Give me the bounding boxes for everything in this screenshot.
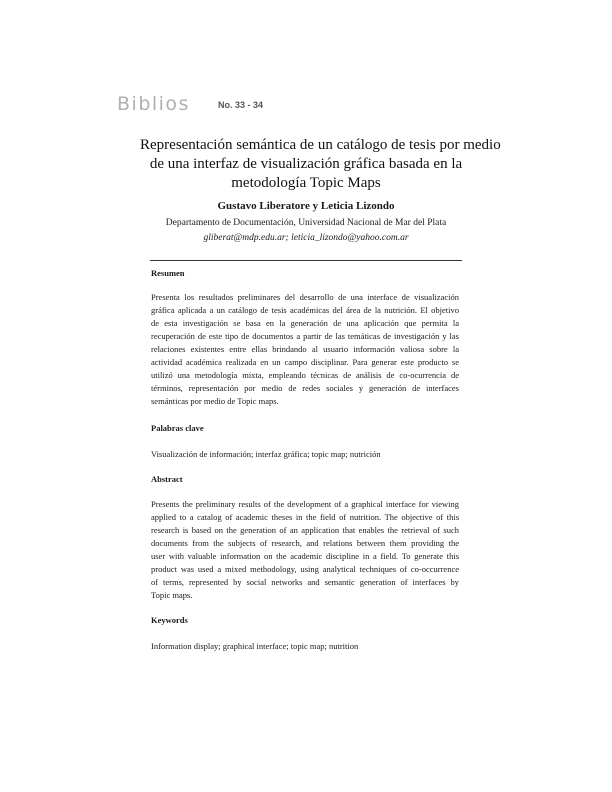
palabras-clave-heading: Palabras clave <box>151 423 204 433</box>
resumen-line: Presenta los resultados preliminares del desarrollo de una interface de visualización <box>151 292 459 302</box>
affiliation: Departamento de Documentación, Universidad Nacional de Mar del Plata <box>165 218 447 228</box>
paper-title <box>140 136 501 193</box>
abstract-line: research is based on the generation of an application that enables the retrieval of such <box>151 525 459 535</box>
abstract-line: user with valuable information on the academic discipline in a field. To generate this <box>151 551 459 561</box>
abstract-heading: Abstract <box>151 474 183 484</box>
journal-header <box>117 93 417 117</box>
abstract-line: documents from the subjects of research, and relations between them providing the <box>151 538 459 548</box>
resumen-line: semánticas por medio de Topic maps. <box>151 396 279 406</box>
abstract-body <box>151 498 459 602</box>
resumen-line: recuperación de este tipo de documentos a partir de las temáticas de investigación y las <box>151 331 459 341</box>
header-divider <box>150 260 462 261</box>
issue-number: No. 33 - 34 <box>218 100 264 110</box>
resumen-body <box>151 291 459 408</box>
resumen-line: utilizó una metodología mixta, empleando técnicas de análisis de co-ocurrencia de <box>151 370 459 380</box>
authors: Gustavo Liberatore y Leticia Lizondo <box>217 200 395 212</box>
keywords-text: Information display; graphical interface; topic map; nutrition <box>151 641 359 651</box>
resumen-line: relaciones existentes entre ellas brindando al usuario información valiosa sobre la <box>151 344 459 354</box>
title-text <box>140 136 501 193</box>
resumen-line: actividad académica realizada en un campo disciplinar. Para generar este producto se <box>151 357 459 367</box>
title-line: metodología Topic Maps <box>231 175 381 191</box>
abstract-line: Presents the preliminary results of the development of a graphical interface for viewing <box>151 499 459 509</box>
title-line: Representación semántica de un catálogo de tesis por medio <box>140 137 501 153</box>
abstract-line: Topic maps. <box>151 590 193 600</box>
keywords-heading: Keywords <box>151 615 188 625</box>
abstract-line: product was used a mixed methodology, using analytical techniques of co-occurrence <box>151 564 459 574</box>
palabras-clave-text: Visualización de información; interfaz gráfica; topic map; nutrición <box>151 449 381 459</box>
journal-logo: Biblios <box>117 93 190 115</box>
resumen-line: gráfica aplicada a un catálogo de tesis académicas del área de la nutrición. El objetivo <box>151 305 459 315</box>
resumen-heading: Resumen <box>151 268 185 278</box>
abstract-line: applied to a catalog of academic theses in the field of nutrition. The objective of this <box>151 512 459 522</box>
title-line: de una interfaz de visualización gráfica basada en la <box>149 156 463 172</box>
author-emails: gliberat@mdp.edu.ar; leticia_lizondo@yahoo.com.ar <box>203 233 409 243</box>
abstract-line: of terms, represented by social networks and semantic generation of interfaces by <box>151 577 459 587</box>
resumen-line: términos, representación por medio de redes sociales y generación de interfaces <box>151 383 459 393</box>
resumen-line: de esta investigación se basa en la generación de una aplicación que permita la <box>151 318 459 328</box>
